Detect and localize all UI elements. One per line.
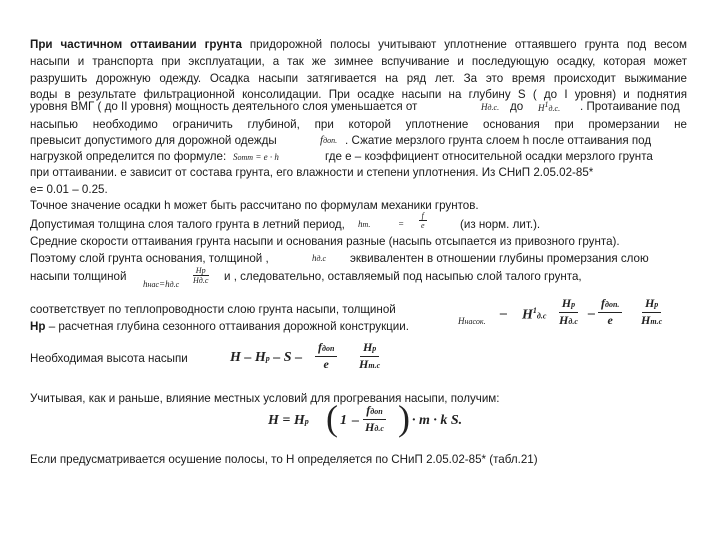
text-span: до bbox=[510, 100, 524, 113]
text-span: эквивалентен в отношении глубины промерзания слою bbox=[350, 252, 649, 265]
formula-height-lhs: H – Hр – S – bbox=[230, 350, 303, 365]
formula-main-lhs: Hнасок. bbox=[458, 316, 486, 326]
formula-h-ds: Hд.с. bbox=[481, 102, 500, 112]
formula-main-frac1: Hр Hд.с bbox=[559, 296, 578, 327]
text-line: уровня ВМГ ( до II уровня) мощность деятельного слоя уменьшается от bbox=[30, 100, 418, 113]
text-line bbox=[30, 320, 409, 334]
formula-main-h1: $H^1д.с$ bbox=[522, 306, 547, 323]
text-line: насыпи толщиной bbox=[30, 270, 127, 283]
text-line: при оттаивании. е зависит от состава грунта, его влажности и степени уплотнения. Из СНиП 2.05.02-85* bbox=[30, 166, 594, 179]
text-span: – расчетная глубина сезонного оттаивания дорожной конструкции. bbox=[45, 320, 409, 333]
formula-f-over-e: $\frac{f}{e}$ bbox=[418, 211, 428, 230]
formula-final-lhs: H = Hр bbox=[268, 413, 309, 428]
text-line: насыпи и транспорта при эксплуатации, а так же зимнее вспучивание и последующую осадку, которая может bbox=[30, 55, 687, 68]
bold-lead: При частичном оттаивании грунта bbox=[30, 38, 242, 51]
formula-right-paren: ) bbox=[398, 398, 410, 438]
text-line: Поэтому слой грунта основания, толщиной , bbox=[30, 252, 269, 265]
formula-hp-over-hds: Hр Hд.с bbox=[193, 266, 209, 285]
formula-eq: = bbox=[398, 219, 405, 229]
text-line bbox=[30, 38, 687, 52]
text-line: разрушить дорожную одежду. Осадка насыпи затягивается на ряд лет. За это время происходит выжимание bbox=[30, 72, 687, 85]
formula-h-t: hт. bbox=[358, 219, 371, 229]
formula-h1-ds: $H^1д.с$. bbox=[538, 100, 561, 113]
text-line: воды в результате фильтрационной консолидации. При осадке насыпи на глубину S ( до I уровня) и поднятия bbox=[30, 88, 687, 101]
formula-final-rest: · m · k S. bbox=[412, 413, 463, 428]
text-span: . Сжатие мерзлого грунта слоем h после оттаивания под bbox=[345, 134, 652, 147]
formula-main-frac2: fдоп. e bbox=[598, 296, 622, 327]
text-line: насыпью необходимо ограничить глубиной, при которой уплотнение основания при промерзании не bbox=[30, 118, 687, 131]
formula-s-ott: Sотт = e · h bbox=[233, 152, 279, 162]
text-line: Средние скорости оттаивания грунта насыпи и основания разные (насыпь отсыпается из привозного грунта). bbox=[30, 235, 620, 248]
formula-left-paren: ( bbox=[326, 398, 338, 438]
formula-final-frac: fдоп Hд.с bbox=[365, 403, 384, 434]
formula-h-nas: hнас=hд.с bbox=[143, 279, 180, 289]
formula-main-minus2: – bbox=[588, 306, 595, 321]
formula-final-minus: – bbox=[352, 413, 359, 428]
formula-height-frac2: Hр Hт.с bbox=[359, 340, 381, 371]
text-line: Учитывая, как и раньше, влияние местных условий для прогревания насыпи, получим: bbox=[30, 392, 500, 405]
formula-main-frac3: Hр Hт.с bbox=[641, 296, 663, 327]
text-line: е= 0.01 – 0.25. bbox=[30, 183, 108, 196]
text-span: придорожной полосы учитывают уплотнение оттаявшего грунта под весом bbox=[241, 38, 687, 51]
formula-h-ds2: hд.с bbox=[312, 253, 327, 263]
text-line: соответствует по теплопроводности слою грунта насыпи, толщиной bbox=[30, 303, 396, 316]
text-line: Если предусматривается осушение полосы, то H определяется по СНиП 2.05.02-85* (табл.21) bbox=[30, 453, 538, 466]
formula-final-one: 1 bbox=[340, 413, 347, 428]
formula-main-minus: – bbox=[500, 306, 507, 321]
formula-f-dop: fдоп. bbox=[320, 134, 338, 146]
formula-height-frac1: fдоп e bbox=[315, 340, 337, 371]
text-line: Необходимая высота насыпи bbox=[30, 352, 188, 365]
text-span: где е – коэффициент относительной осадки мерзлого грунта bbox=[325, 150, 653, 163]
text-line: Точное значение осадки h может быть рассчитано по формулам механики грунтов. bbox=[30, 199, 479, 212]
bold-lead: Hр bbox=[30, 320, 46, 333]
text-span: (из норм. лит.). bbox=[460, 218, 541, 231]
text-line: Допустимая толщина слоя талого грунта в летний период, bbox=[30, 218, 345, 231]
text-line: превысит допустимого для дорожной одежды bbox=[30, 134, 277, 147]
text-span: . Протаивание под bbox=[580, 100, 680, 113]
text-span: и , следовательно, оставляемый под насыпью слой талого грунта, bbox=[224, 270, 582, 283]
text-line: нагрузкой определится по формуле: bbox=[30, 150, 227, 163]
